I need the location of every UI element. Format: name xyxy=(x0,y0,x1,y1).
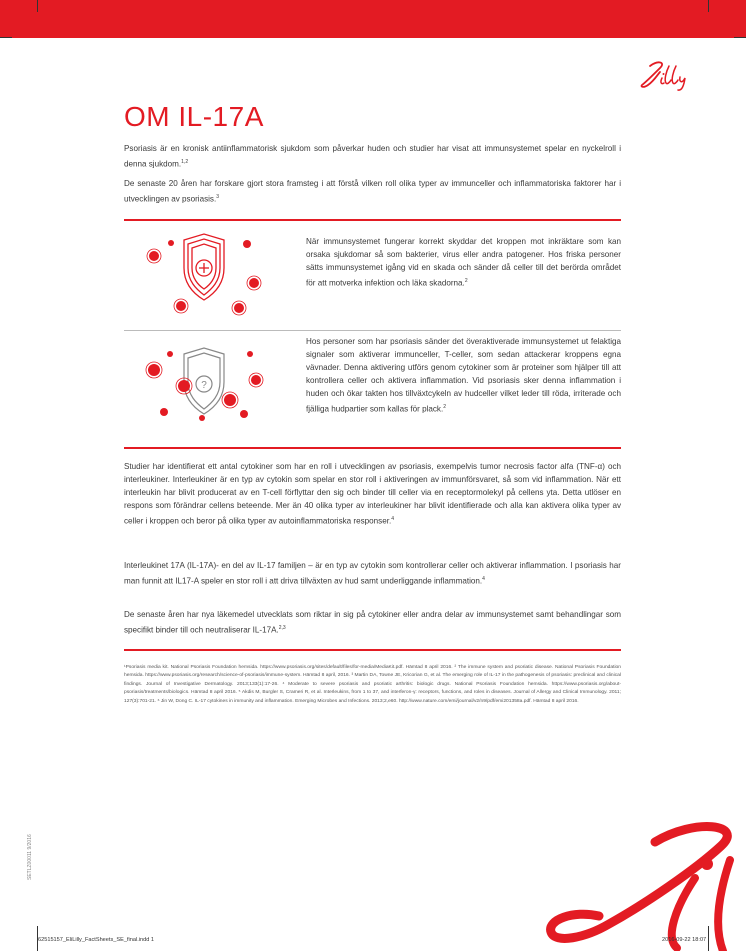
info-text-psoriasis: Hos personer som har psoriasis sänder det överaktiverade immunsystemet ut felaktiga signaler som aktiverar immunceller, T-celler, som sedan attackerar kroppens egna vävnader. Denna aktivering utförs genom cytokiner som är proteiner som hjälper till att kontrollera celler och aktivera inflammation. Vid psoriasis sker denna inflammation i huden och ökar takten hos tillväxtcykeln av hudceller vilket leder till röda, irriterade och fjälliga hudpartier som kallas för plack.$^2$ xyxy=(306,337,621,414)
crop-mark xyxy=(734,37,746,38)
crop-mark xyxy=(0,37,12,38)
references: ¹Psoriasis media kit. National Psoriasis Foundation hemsida. https://www.psoriasis.org/sites/default/files/for-media/MediaKit.pdf. Hämtad 8 april 2016. ² The immune system and psoriatic disease. National Psoriasis Foundation hemsida. https://www.psoriasis.org/research/science-of-psoriasis/immune-system. Hämtad 8 april, 2016. ³ Martin DA, Towne JE, Kricorian G, et al. The emerging role of IL-17 in the pathogenesis of psoriasis: preclinical and clinical findings. Journal of Investigative Dermatology. 2013;133(1):17-26. ⁴ Moderate to severe psoriasis and psoriatic arthritis: biologic drugs. National Psoriasis Foundation hemsida. https://www.psoriasis.org/about-psoriasis/treatments/biologics. Hämtad 8 april 2016. ⁵ Akdis M, Burgler S, Crameri R, et al. Interleukins, from 1 to 37, and interferon-γ: receptors, functions, and roles in diseases. Journal of Allergy and Clinical Immunology. 2011; 127(3):701-21. ⁶ Jin W, Dong C. IL-17 cytokines in immunity and inflammation. Emerging Microbes and Infections. 2013;2,e60. http://www.nature.com/emi/journal/v2/n9/pdf/emi201358a.pdf. Hämtad 8 april 2016. xyxy=(124,665,621,704)
section-divider xyxy=(124,649,621,651)
crop-mark xyxy=(708,0,709,12)
shield-psoriasis-icon xyxy=(124,342,284,432)
svg-text:?: ? xyxy=(201,380,207,391)
crop-mark xyxy=(37,0,38,12)
document-code: SETLZ00011 9/2016 xyxy=(27,834,33,880)
section-divider xyxy=(124,447,621,449)
body-paragraph: De senaste åren har nya läkemedel utvecklats som riktar in sig på cytokiner eller andra delar av immunsystemet samt behandlingar som specifikt binder till och neutraliserar IL-17A.$^{2,3}$ xyxy=(124,610,621,635)
lilly-logo xyxy=(636,58,696,92)
body-paragraph: Interleukinet 17A (IL-17A)- en del av IL-17 familjen – är en typ av cytokin som kontrollerar celler och aktiverar inflammation. I psoriasis har man funnit att IL17-A speler en stor roll i att driva tillväxten av hud samt underliggande inflammation.$^4$ xyxy=(124,561,621,586)
page-title: OM IL-17A xyxy=(124,101,264,132)
section-divider xyxy=(124,219,621,221)
intro-paragraph: Psoriasis är en kronisk antiinflammatorisk sjukdom som påverkar huden och studier har visat att immunsystemet spelar en nyckelroll i denna sjukdom.$^{1,2}$ xyxy=(124,144,621,169)
info-text-healthy: När immunsystemet fungerar korrekt skyddar det kroppen mot inkräktare som kan orsaka sjukdomar så som bakterier, virus eller andra patogener. Hos friska personer sätts immunsystemet igång vid en skada och sänder då celler till det berörda området för att motverka infektion och läka skadorna.$^2$ xyxy=(306,237,621,288)
section-divider xyxy=(124,330,621,331)
lilly-large-logo xyxy=(545,820,746,951)
footer-file: 62515157_EliLilly_FactSheets_SE_final.indd 1 xyxy=(38,937,154,943)
footer-date: 2016-09-22 18:07 xyxy=(662,937,707,943)
body-paragraph: Studier har identifierat ett antal cytokiner som har en roll i utvecklingen av psoriasis, exempelvis tumor necrosis factor alfa (TNF-α) och interleukiner. Interleukiner är en typ av cytokin som spelar en stor roll i aktiveringen av immunförsvaret, så som vid inflammation. När ett interleukin har blivit producerat av en T-cell förflyttar den sig och binder till celler via en receptormolekyl på cellens yta. Detta utlöser en respons som förändrar cellens beteende. Mer än 40 olika typer av interleukiner har blivit identifierade och alla kan aktivera olika typer av celler i kroppen och beror på olika typer av autoinflammatoriska responser.$^4$ xyxy=(124,462,621,526)
shield-healthy-icon xyxy=(124,228,284,318)
header-band xyxy=(0,0,746,38)
intro-paragraph: De senaste 20 åren har forskare gjort stora framsteg i att förstå vilken roll olika typer av immunceller och inflammatoriska faktorer har i utvecklingen av psoriasis.$^3$ xyxy=(124,179,621,204)
